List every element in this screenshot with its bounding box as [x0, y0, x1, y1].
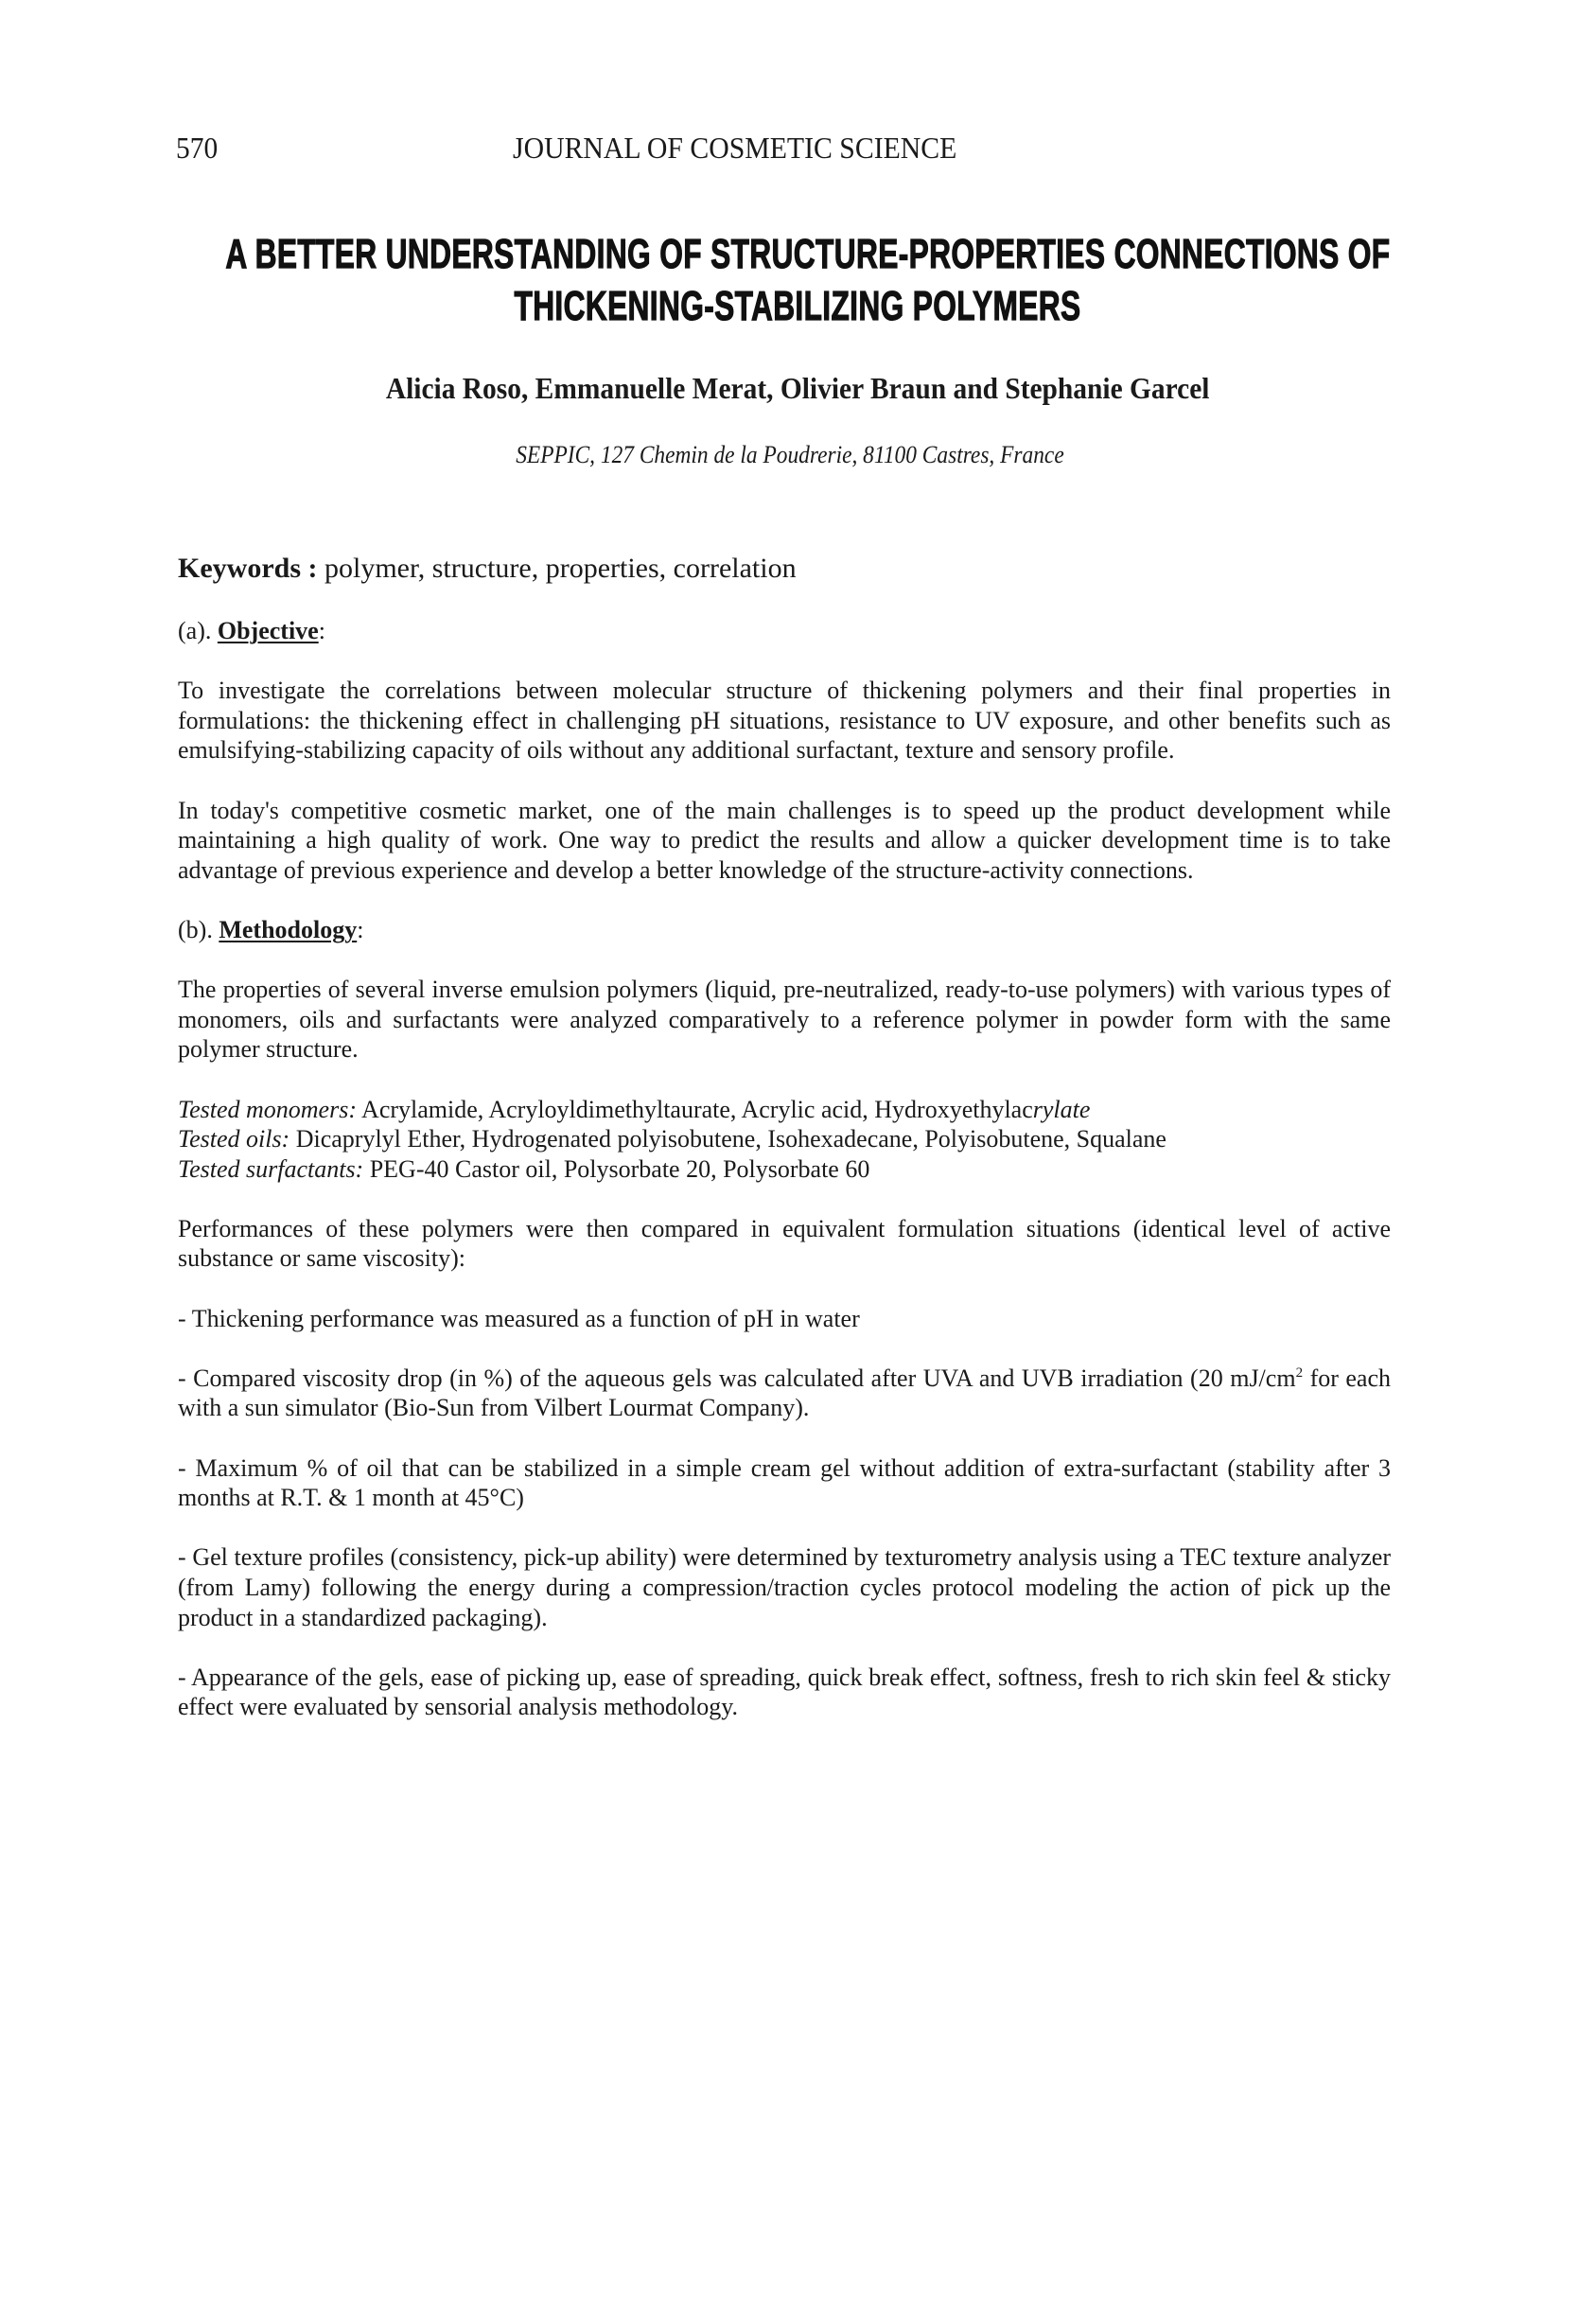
performances-paragraph: Performances of these polymers were then compared in equivalent formulation situations (identical level of active substance or same viscosity): [178, 1214, 1391, 1273]
method-item-uv [178, 1364, 1391, 1423]
keywords-label: Keywords : [178, 553, 318, 584]
article-title-text-1: A BETTER UNDERSTANDING OF STRUCTURE-PROPERTIES CONNECTIONS OF [225, 231, 1391, 277]
section-title: Methodology [219, 915, 358, 943]
superscript: 2 [1295, 1364, 1304, 1381]
tested-monomers [178, 1095, 1391, 1125]
objective-paragraph: To investigate the correlations between molecular structure of thickening polymers and their final properties in formulations: the thickening effect in challenging pH situations, resistance to UV exposure, and other benefits such as emulsifying-stabilizing capacity of oils without any additional surfactant, texture and sensory profile. [178, 677, 1391, 765]
tested-value: Acrylamide, Acryloyldimethyltaurate, Acrylic acid, Hydroxyethylac [356, 1095, 1033, 1123]
page-number: 570 [176, 131, 219, 165]
article-body [178, 553, 1391, 1752]
section-suffix: : [357, 915, 364, 943]
section-suffix: : [318, 617, 325, 644]
authors [0, 371, 1596, 406]
authors-text: Alicia Roso, Emmanuelle Merat, Olivier Braun and Stephanie Garcel [386, 371, 1210, 405]
uv-text: - Compared viscosity drop (in %) of the aqueous gels was calculated after UVA and UVB irradiation (20 mJ/cm [178, 1364, 1296, 1392]
section-prefix: (a). [178, 617, 218, 644]
tested-value-italic: rylate [1032, 1095, 1091, 1123]
section-prefix: (b). [178, 915, 219, 943]
objective-paragraph: In today's competitive cosmetic market, one of the main challenges is to speed up the product development while maintaining a high quality of work. One way to predict the results and allow a quicker development time is to take advantage of previous experience and develop a better knowledge of the structure-activity connections. [178, 796, 1391, 884]
method-item: - Appearance of the gels, ease of picking up, ease of spreading, quick break effect, softness, fresh to rich skin feel & sticky effect were evaluated by sensorial analysis methodology. [178, 1663, 1391, 1721]
journal-name: JOURNAL OF COSMETIC SCIENCE [513, 131, 957, 165]
tested-oils [178, 1124, 1391, 1154]
section-heading-methodology [178, 915, 1391, 945]
keywords-value: polymer, structure, properties, correlation [317, 553, 797, 584]
uv-text-tail: for each with a sun simulator (Bio-Sun from Vilbert Lourmat Company). [178, 1364, 1392, 1422]
tested-label: Tested monomers: [178, 1095, 357, 1123]
method-item: - Maximum % of oil that can be stabilized in a simple cream gel without addition of extra-surfactant (stability after 3 months at R.T. & 1 month at 45°C) [178, 1453, 1391, 1512]
affiliation-text: SEPPIC, 127 Chemin de la Poudrerie, 81100 Castres, France [516, 441, 1064, 468]
keywords [178, 553, 1391, 585]
section-title: Objective [217, 617, 319, 644]
method-item: - Gel texture profiles (consistency, pick-up ability) were determined by texturometry analysis using a TEC texture analyzer (from Lamy) following the energy during a compression/traction cycles protocol modeling the action of pick up the product in a standardized packaging). [178, 1543, 1391, 1631]
methodology-intro: The properties of several inverse emulsion polymers (liquid, pre-neutralized, ready-to-use polymers) with various types of monomers, oils and surfactants were analyzed comparatively to a reference polymer in powder form with the same polymer structure. [178, 976, 1391, 1064]
tested-surfactants [178, 1154, 1391, 1185]
affiliation [0, 441, 1580, 469]
tested-value: Dicaprylyl Ether, Hydrogenated polyisobutene, Isohexadecane, Polyisobutene, Squalane [289, 1125, 1166, 1153]
article-title-line-1 [0, 231, 1595, 277]
section-heading-objective [178, 616, 1391, 646]
tested-label: Tested oils: [178, 1125, 290, 1153]
method-item: - Thickening performance was measured as a function of pH in water [178, 1304, 860, 1332]
tested-value: PEG-40 Castor oil, Polysorbate 20, Polysorbate 60 [363, 1154, 870, 1183]
tested-label: Tested surfactants: [178, 1154, 364, 1183]
article-title-text-2: THICKENING-STABILIZING POLYMERS [513, 283, 1081, 329]
article-title-line-2 [0, 283, 1595, 329]
tested-materials [178, 1095, 1391, 1185]
running-head [176, 131, 1391, 168]
